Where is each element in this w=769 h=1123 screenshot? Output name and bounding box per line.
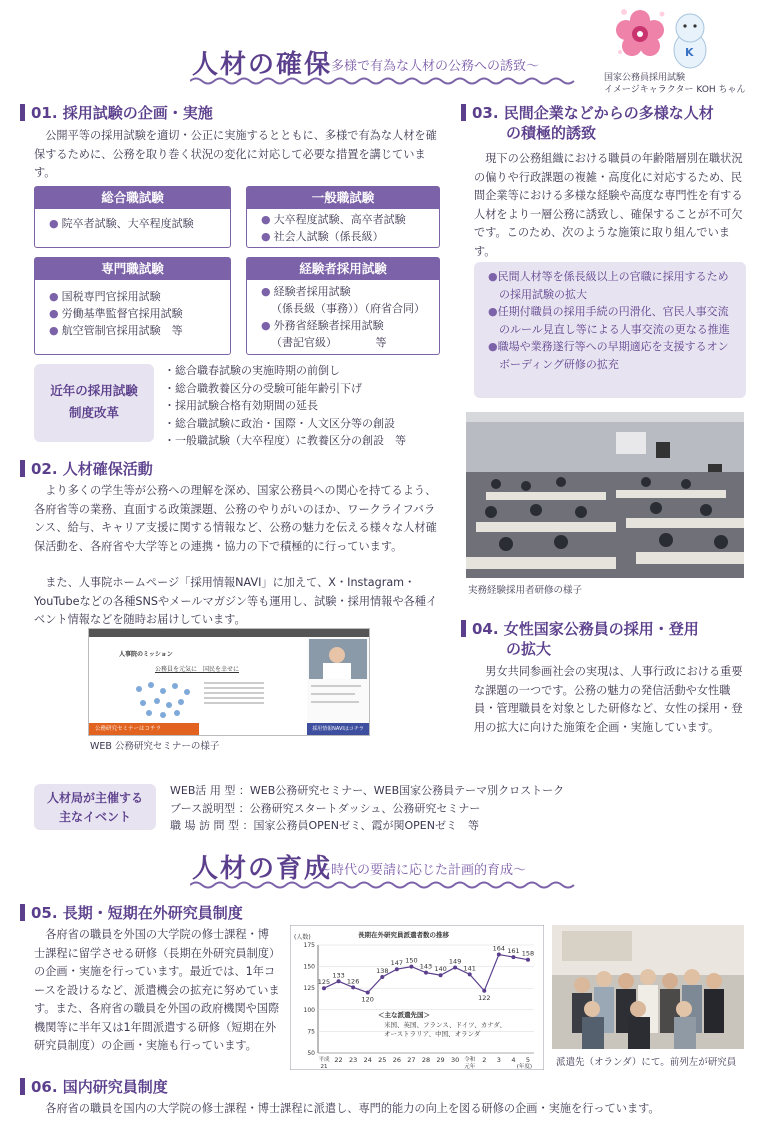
chart-x-tick-label: 平成: [318, 1057, 330, 1063]
initiative-item: ●任期付職員の採用手続の円滑化、官民人事交流のルール見直し等による人事交流の更なる推進: [488, 305, 730, 336]
events-list: [170, 782, 630, 835]
exam-card-item: ● 労働基準監督官採用試験: [49, 307, 183, 320]
svg-text:K: K: [685, 46, 694, 59]
chart-data-label: 161: [507, 947, 520, 956]
section-heading-03: 03. 民間企業などからの多様な人材 の積極的誘致: [461, 103, 761, 143]
chart-data-point: [453, 965, 457, 969]
chart-x-tick-label: 21: [320, 1064, 328, 1070]
event-item: 職 場 訪 問 型 ：国家公務員OPENゼミ、霞が関OPENゼミ 等: [170, 819, 479, 832]
chart-data-point: [322, 986, 326, 990]
chart-data-point: [482, 989, 486, 993]
reform-list: [164, 362, 454, 450]
exam-card: [246, 257, 440, 355]
chart-x-tick-label: 29: [436, 1056, 445, 1064]
chart-annotation-title: ＜主な派遣先国＞: [378, 1011, 430, 1019]
section-02-body: より多くの学生等が公務への理解を深め、国家公務員への関心を持てるよう、各府省等の業務、直面する政策課題、公務のやりがいのほか、ワークライフバランス、給与、キャリア支援に関する情報など、公務の魅力を伝える様々な人材確保活動を、各府省や大学等との連携・協力の下で積極的に行っています。: [34, 484, 437, 553]
reform-item: ・一般職試験（大卒程度）に教養区分の創設 等: [164, 434, 406, 447]
chart-x-tick-label: 2: [482, 1056, 487, 1064]
chart-data-point: [497, 953, 501, 957]
chart-frame: [290, 925, 544, 1070]
chart-x-tick-label: 30: [451, 1056, 460, 1064]
mascot-caption: イメージキャラクター KOH ちゃん: [604, 85, 746, 95]
initiative-item: ●職場や業務遂行等への早期適応を支援するオンボーディング研修の拡充: [488, 340, 729, 371]
group-photo-caption: 派遣先（オランダ）にて。前列左が研究員: [556, 1057, 737, 1068]
chart-data-label: 158: [521, 949, 535, 958]
exam-card-item: ● 院卒者試験、大卒程度試験: [49, 217, 194, 230]
chart-y-label: (人数): [294, 934, 311, 941]
chart-data-point: [468, 972, 472, 976]
chart-x-tick-label: 元年: [464, 1064, 476, 1070]
chart-data-label: 149: [448, 957, 462, 966]
chart-data-point: [511, 955, 515, 959]
section-heading-04: 04. 女性国家公務員の採用・登用 の拡大: [461, 619, 761, 659]
chart-data-label: 141: [463, 964, 476, 973]
exam-card-title: 専門職試験: [35, 258, 230, 280]
chart-data-label: 138: [376, 966, 389, 975]
chart-annotation: 米国、英国、フランス、ドイツ、カナダ、: [384, 1021, 507, 1029]
chart-annotation: オーストラリア、中国、オランダ: [384, 1030, 481, 1038]
section-03-body: 現下の公務組織における職員の年齢階層別在職状況の偏りや行政課題の複雑・高度化に対応するため、民間企業等における多様な経験や高度な専門性を有する人材をより一層公務に誘致し、確保することが不可欠です。このため、次のような施策に取り組んでいます。: [474, 152, 743, 258]
events-label: 人材局が主催する 主なイベント: [34, 784, 156, 830]
reform-item: ・総合職春試験の実施時期の前倒し: [164, 364, 340, 377]
exam-card-item: （書記官級） 等: [271, 336, 387, 349]
section-06-body: 各府省の職員を国内の大学院の修士課程・博士課程に派遣し、専門的能力の向上を図る研修の企画・実施を行っています。: [45, 1102, 660, 1115]
chart-x-label: (年度): [516, 1064, 532, 1070]
chart-data-label: 133: [332, 971, 345, 980]
chart-x-tick-label: 22: [334, 1056, 343, 1064]
reform-item: ・総合職試験に政治・国際・人文区分等の創設: [164, 416, 395, 430]
chart-y-tick-label: 75: [307, 1028, 315, 1036]
chart-data-point: [439, 973, 443, 977]
chart-y-tick-label: 100: [303, 1006, 315, 1014]
section-heading-05: 05. 長期・短期在外研究員制度: [20, 903, 243, 923]
section-subtitle-development: 〜時代の要請に応じた計画的育成〜: [318, 863, 527, 878]
reform-label: 近年の採用試験 制度改革: [34, 364, 154, 442]
chart-data-label: 140: [434, 965, 447, 974]
wavy-divider: [190, 880, 580, 890]
exam-card-item: ● 経験者採用試験: [261, 285, 351, 298]
section-05-body: 各府省の職員を外国の大学院の修士課程・博士課程に留学させる研修（長期在外研究員制度）の企画・実施を行っています。最近では、1年コースを設けるなど、派遣機会の拡充に努めています。また、各府省の職員を外国の政府機関や国際機関等に半年又は1年間派遣する研修（短期在外研究員制度）の企画・実施も行っています。: [34, 928, 280, 1052]
chart-x-tick-label: 5: [525, 1056, 531, 1064]
web-seminar-photo: 人事院のミッション 公務員を元気に 国民を幸せに 公務研究セミナーはコチラ 採用情報NAVIはコチラ: [88, 628, 370, 736]
section-02-body: また、人事院ホームページ「採用情報NAVI」に加えて、X・Instagram・YouTubeなどの各種SNSやメールマガジン等も運用し、試験・採用情報や各種イベント情報などを随時お届けしています。: [34, 576, 438, 626]
section-title-recruitment: 人材の確保: [192, 50, 333, 80]
exam-card-title: 総合職試験: [35, 187, 230, 209]
chart-data-point: [366, 991, 370, 995]
initiatives-box: [474, 262, 746, 398]
chart-x-tick-label: 4: [511, 1056, 516, 1064]
chart-data-point: [395, 967, 399, 971]
chart-data-label: 164: [492, 944, 506, 953]
initiative-item: ●民間人材等を係長級以上の官職に採用するための採用試験の拡大: [488, 270, 729, 301]
section-subtitle-recruitment: 〜多様で有為な人材の公務への誘致〜: [318, 59, 540, 74]
exam-card-title: 経験者採用試験: [247, 258, 439, 280]
mascot-caption: 国家公務員採用試験: [604, 73, 686, 83]
chart-x-tick-label: 25: [378, 1056, 387, 1064]
exam-card-title: 一般職試験: [247, 187, 439, 209]
exam-card: [34, 257, 231, 355]
chart-y-tick-label: 50: [307, 1050, 315, 1057]
wavy-divider: [190, 76, 580, 86]
exam-card-item: ● 国税専門官採用試験: [49, 290, 161, 303]
chart-data-label: 126: [346, 977, 360, 986]
section-title-development: 人材の育成: [192, 854, 333, 884]
event-item: WEB活 用 型 ：WEB公務研究セミナー、WEB国家公務員テーマ別クロストーク: [170, 784, 565, 797]
exam-card-item: ● 外務省経験者採用試験: [261, 319, 384, 332]
exam-card-item: ● 大卒程度試験、高卒者試験: [261, 213, 406, 226]
reform-item: ・総合職教養区分の受験可能年齢引下げ: [164, 381, 362, 395]
chart-y-tick-label: 125: [303, 985, 315, 993]
chart-x-tick-label: 27: [407, 1056, 416, 1064]
section-01-body: 公開平等の採用試験を適切・公正に実施するとともに、多様で有為な人材を確保するために、公務を取り巻く状況の変化に対応して必要な措置を講じています。: [34, 129, 437, 179]
mascot-koh-chan-icon: [612, 4, 722, 70]
chart-data-point: [409, 965, 413, 969]
exam-card: [34, 186, 231, 248]
exam-card-item: ● 社会人試験（係長級）: [261, 230, 384, 243]
chart-data-label: 150: [405, 956, 418, 965]
chart-x-tick-label: 3: [496, 1056, 501, 1064]
chart-x-tick-label: 令和: [464, 1057, 476, 1063]
chart-data-point: [337, 979, 341, 983]
chart-data-label: 122: [478, 993, 491, 1002]
event-item: ブース説明型 ：公務研究スタートダッシュ、公務研究セミナー: [170, 801, 481, 815]
chart-data-point: [424, 971, 428, 975]
chart-x-tick-label: 23: [349, 1056, 358, 1064]
exam-card-item: （係長級（事務））（府省合同）: [271, 302, 425, 315]
section-heading-06: 06. 国内研究員制度: [20, 1077, 168, 1097]
chart-data-label: 147: [390, 959, 404, 968]
chart-x-tick-label: 28: [421, 1056, 431, 1064]
chart-data-label: 125: [317, 978, 331, 987]
chart-x-tick-label: 24: [363, 1056, 372, 1064]
exam-card: [246, 186, 440, 248]
chart-y-tick-label: 150: [303, 963, 315, 971]
chart-data-label: 120: [361, 995, 374, 1004]
web-seminar-caption: WEB 公務研究セミナーの様子: [90, 741, 220, 752]
netherlands-group-photo: [552, 925, 744, 1049]
chart-y-tick-label: 175: [303, 942, 315, 949]
chart-data-point: [351, 985, 355, 989]
training-photo-caption: 実務経験採用者研修の様子: [468, 585, 583, 596]
chart-data-point: [526, 958, 530, 962]
chart-title: 長期在外研究員派遣者数の推移: [358, 931, 449, 939]
dispatch-trend-chart: [290, 925, 544, 1070]
exam-card-item: ● 航空管制官採用試験 等: [49, 324, 183, 337]
chart-data-label: 143: [419, 962, 433, 971]
section-heading-01: 01. 採用試験の企画・実施: [20, 103, 213, 123]
section-04-body: 男女共同参画社会の実現は、人事行政における重要な課題の一つです。公務の魅力の発信活動や女性職員・管理職員を対象とした研修など、女性の採用・登用の拡大に向けた施策を企画・実施しています。: [474, 665, 743, 734]
chart-data-point: [380, 975, 384, 979]
reform-item: ・採用試験合格有効期間の延長: [164, 399, 318, 412]
chart-x-tick-label: 26: [392, 1056, 401, 1064]
training-session-photo: [466, 412, 744, 578]
section-heading-02: 02. 人材確保活動: [20, 459, 153, 479]
